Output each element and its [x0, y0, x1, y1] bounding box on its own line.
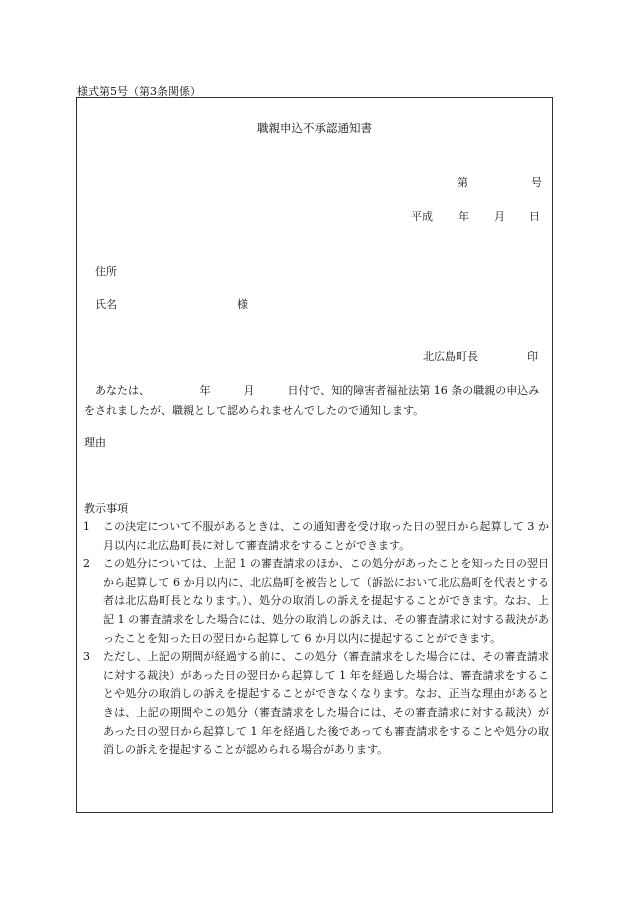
number-dai: 第 — [457, 176, 468, 189]
notice-item — [83, 555, 549, 648]
notice-item-number: 3 — [83, 650, 90, 664]
seal-mark: 印 — [527, 350, 538, 363]
name-label: 氏名 — [95, 298, 117, 311]
notice-heading: 教示事項 — [84, 502, 128, 515]
notice-item-text: ただし、上記の期間が経過する前に、この処分（審査請求をした場合には、その審査請求に対する裁決）があった日の翌日から起算して 1 年を経過した場合は、審査請求をすることや処分の取消しの訴えを提起することができなくなります。なお、正当な理由があるときは、上記の期間やこの処分（審査請求をした場合には、その審査請求に対する裁決）があった日の翌日から起算して 1 年を経過した後であっても審査請求をすることや処分の取消しの訴えを提起することが認められる場合があります。 — [103, 650, 549, 757]
notice-item-text: この決定について不服があるときは、この通知書を受け取った日の翌日から起算して 3 か月以内に北広島町長に対して審査請求をすることができます。 — [103, 520, 549, 552]
notification-message: あなたは、 年 月 日付で、知的障害者福祉法第 16 条の職親の申込みをされましたが、職親として認められませんでしたので通知します。 — [84, 384, 540, 417]
notice-form-frame — [76, 97, 553, 813]
form-number-label: 様式第5号（第3条関係） — [77, 85, 201, 98]
reason-label: 理由 — [84, 436, 106, 449]
notice-item — [83, 518, 549, 555]
notice-item-text: この処分については、上記 1 の審査請求のほか、この処分があったことを知った日の翌日から起算して 6 か月以内に、北広島町を被告として（訴訟において北広島町を代表とする者は北広島町長となります。）、処分の取消しの訴えを提起することができます。なお、上記 1 の審査請求をした場合には、処分の取消しの訴えは、その審査請求に対する裁決があったことを知った日の翌日から起算して 6 か月以内に提起することができます。 — [103, 557, 549, 645]
document-title: 職親申込不承認通知書 — [257, 121, 372, 135]
number-go: 号 — [531, 176, 542, 189]
notice-item-number: 1 — [83, 520, 90, 533]
notice-list — [83, 518, 549, 760]
address-label: 住所 — [95, 265, 117, 278]
date-day: 日 — [529, 210, 540, 223]
date-year: 年 — [458, 210, 469, 223]
recipient-honorific: 様 — [237, 298, 248, 311]
issuer-name: 北広島町長 — [423, 350, 478, 363]
notice-item-number: 2 — [83, 557, 90, 571]
date-month: 月 — [494, 210, 505, 223]
date-era: 平成 — [411, 210, 433, 223]
notice-item — [83, 648, 549, 760]
